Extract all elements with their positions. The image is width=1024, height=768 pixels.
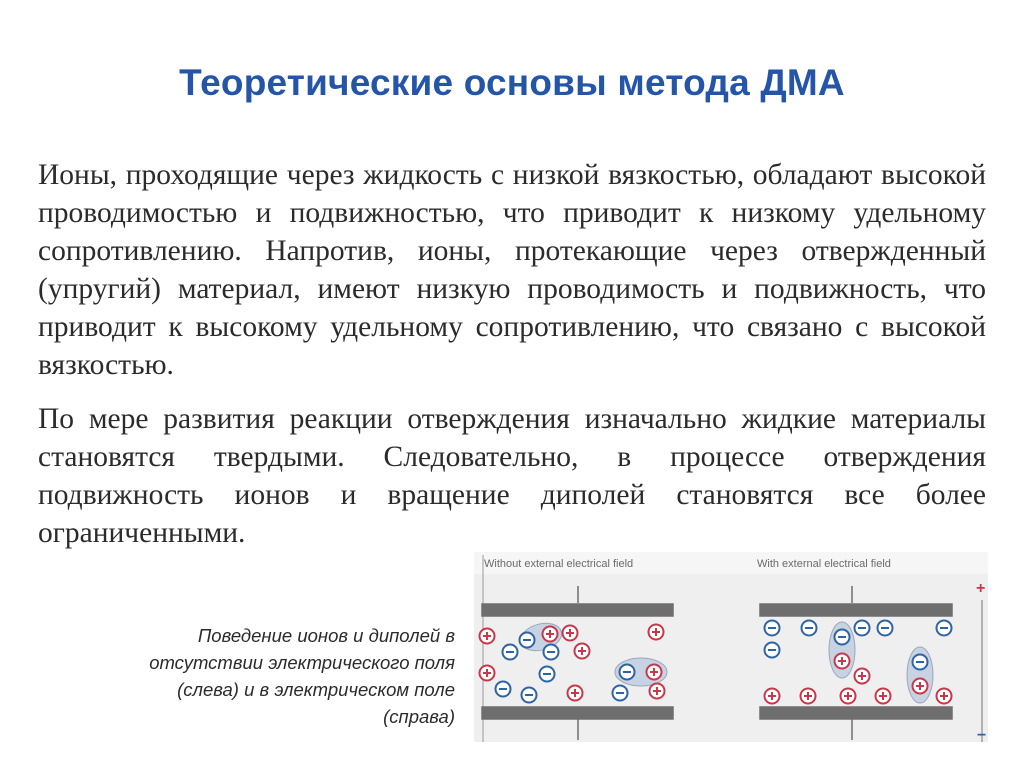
negative-ion-right-1 [765,643,780,658]
negative-ion-right-2 [802,621,817,636]
right-panel-label: With external electrical field [757,558,891,570]
negative-ion-left-3 [496,682,511,697]
right-dipole-0-pole-a [835,630,850,645]
paragraph-1: Ионы, проходящие через жидкость с низкой вязкостью, обладают высокой проводимостью и подвижностью, что приводит к низкому удельному сопротивлению. Напротив, ионы, протекающие через отвержденный (упругий) материал, имеют низкую проводимость и подвижность, что приводит к высокому удельному сопротивлению, что связано с высокой вязкостью. [38,159,986,381]
negative-ion-left-5 [540,667,555,682]
positive-ion-right-11 [855,669,870,684]
positive-ion-left-0 [480,629,495,644]
left-dipole-2-pole-b [613,686,628,701]
right-dipole-0-pole-b [835,654,850,669]
negative-ion-right-5 [937,621,952,636]
positive-ion-right-10 [937,689,952,704]
negative-ion-right-4 [878,621,893,636]
positive-ion-left-9 [649,625,664,640]
positive-ion-left-7 [563,626,578,641]
left-dipole-0-pole-a [520,633,535,648]
electrode-plus-sign: + [976,580,986,597]
negative-ion-left-6 [544,645,559,660]
positive-ion-left-10 [650,684,665,699]
positive-ion-right-6 [765,689,780,704]
paragraph-2: По мере развития реакции отверждения изначально жидкие материалы становятся твердыми. Следовательно, в процессе отверждения подвижность ионов и вращение диполей становятся все более ограниченными. [38,403,986,549]
positive-ion-right-7 [801,689,816,704]
left-dipole-1-pole-b [647,665,662,680]
negative-ion-right-3 [855,621,870,636]
left-panel-label: Without external electrical field [484,558,634,570]
negative-ion-left-1 [503,645,518,660]
positive-ion-right-8 [841,689,856,704]
slide-title: Теоретические основы метода ДМА [179,62,845,103]
negative-ion-right-0 [765,621,780,636]
left-dipole-1-pole-a [620,665,635,680]
right-dipole-1-pole-b [913,679,928,694]
electrode-minus-sign: − [977,727,987,743]
right-dipole-1-pole-a [913,655,928,670]
positive-ion-right-9 [876,689,891,704]
ion-dipole-diagram [473,549,988,743]
positive-ion-left-2 [480,666,495,681]
left-dipole-0-pole-b [543,627,558,642]
negative-ion-left-4 [522,688,537,703]
positive-ion-left-8 [568,686,583,701]
left-dipole-2-pole-a [575,644,590,659]
figure-caption: Поведение ионов и диполей в отсутствии электрического поля (слева) и в электрическом поле (справа) [149,625,455,727]
